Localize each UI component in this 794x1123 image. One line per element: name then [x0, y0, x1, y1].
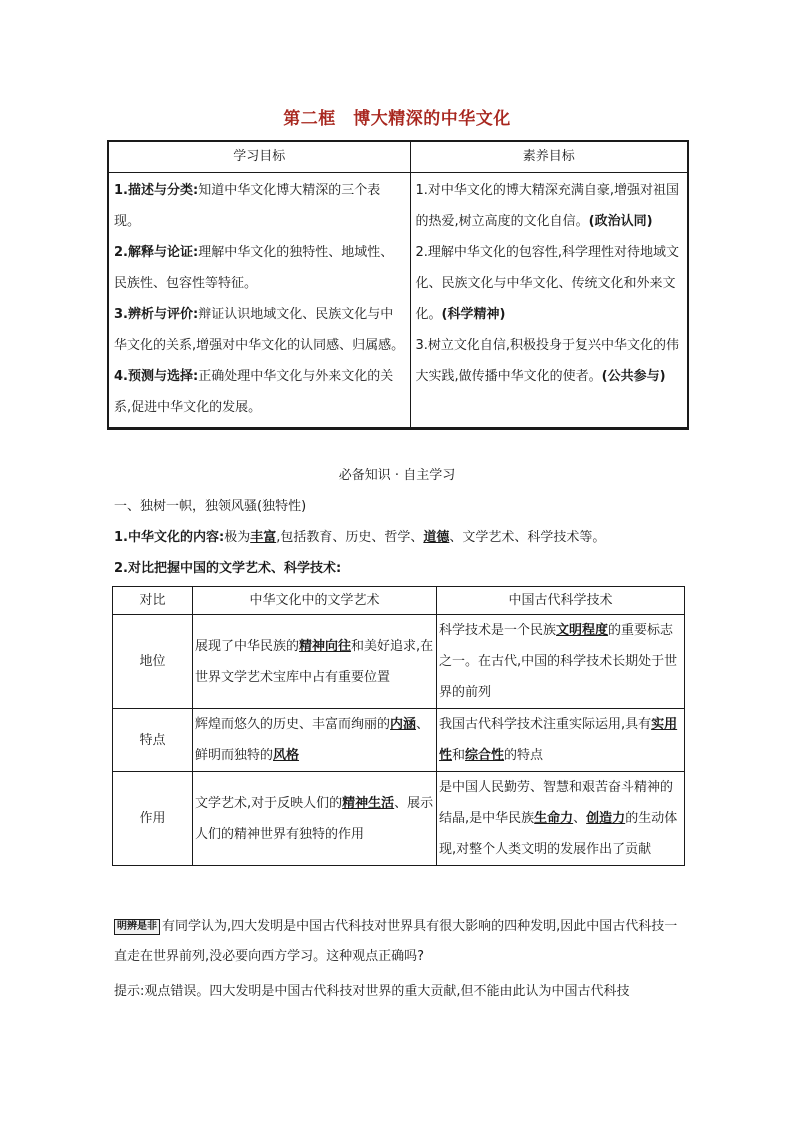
row-label: 作用 [113, 772, 193, 866]
page-title: 第二框 博大精深的中华文化 [283, 109, 511, 129]
competency-goal [416, 175, 683, 237]
learning-goal-text: 辩证认识地域文化、民族文化与中华文化的关系,增强对中华文化的认同感、归属感。 [114, 307, 405, 353]
science-cell: 是中国人民勤劳、智慧和艰苦奋斗精神的结晶,是中华民族生命力、创造力的生动体现,对整个人类文明的发展作出了贡献 [437, 772, 685, 866]
competency-goal [416, 237, 683, 330]
science-cell: 我国古代科学技术注重实际运用,具有实用性和综合性的特点 [437, 709, 685, 772]
discussion-badge: 明辨是非 [114, 919, 160, 935]
competency-goal-text: 3.树立文化自信,积极投身于复兴中华文化的伟大实践,做传播中华文化的使者。 [415, 338, 680, 384]
goals-header-competency: 素养目标 [410, 141, 688, 173]
learning-goal-label: 1.描述与分类: [114, 183, 199, 198]
table-row [113, 772, 685, 866]
learning-goal-label: 2.解释与论证: [114, 245, 199, 260]
learning-goal [114, 237, 405, 299]
competency-goal [416, 330, 683, 392]
goals-header-learning: 学习目标 [108, 141, 410, 173]
point-one-text: 极为 [224, 530, 251, 545]
competency-goal-tag: (科学精神) [441, 307, 506, 322]
keyword: 精神生活 [342, 795, 395, 811]
compare-header: 对比 [113, 587, 193, 615]
competency-goal-text: 2.理解中华文化的包容性,科学理性对待地域文化、民族文化与中华文化、传统文化和外来文化。 [415, 245, 680, 322]
section-title: 必备知识 · 自主学习 [338, 468, 456, 483]
table-row [113, 615, 685, 709]
keyword: 生命力 [534, 811, 574, 826]
keyword: 实用性 [439, 717, 678, 763]
row-label: 特点 [113, 709, 193, 772]
row-label: 地位 [113, 615, 193, 709]
science-cell: 科学技术是一个民族文明程度的重要标志之一。在古代,中国的科学技术长期处于世界的前列 [437, 615, 685, 709]
keyword-rich: 丰富 [250, 530, 277, 545]
keyword: 内涵 [390, 717, 417, 732]
literature-cell: 文学艺术,对于反映人们的精神生活、展示人们的精神世界有独特的作用 [193, 772, 437, 866]
heading-one: 一、独树一帜，独领风骚(独特性) [114, 499, 307, 514]
point-two-text: 2.对比把握中国的文学艺术、科学技术: [114, 561, 342, 576]
discussion-question [114, 912, 684, 972]
learning-goal [114, 175, 405, 237]
competency-goal-tag: (政治认同) [588, 214, 653, 229]
discussion-question-text: 有同学认为,四大发明是中国古代科技对世界具有很大影响的四种发明,因此中国古代科技一直走在世界前列,没必要向西方学习。这种观点正确吗? [114, 919, 678, 964]
learning-goal-text: 正确处理中华文化与外来文化的关系,促进中华文化的发展。 [114, 369, 394, 415]
literature-cell: 辉煌而悠久的历史、丰富而绚丽的内涵、鲜明而独特的风格 [193, 709, 437, 772]
keyword: 文明程度 [556, 623, 609, 638]
keyword: 风格 [273, 748, 300, 763]
literature-cell: 展现了中华民族的精神向往和美好追求,在世界文学艺术宝库中占有重要位置 [193, 615, 437, 709]
competency-goals-cell [410, 173, 688, 429]
compare-header: 中国古代科学技术 [437, 587, 685, 615]
point-one-label: 1.中华文化的内容: [114, 530, 225, 545]
point-one-text: 、文学艺术、科学技术等。 [449, 530, 606, 545]
comparison-table [112, 586, 685, 866]
point-two [114, 557, 341, 576]
point-one [114, 526, 605, 545]
goals-table [107, 140, 689, 430]
keyword-morality: 道德 [423, 530, 450, 545]
learning-goal [114, 299, 405, 361]
learning-goal [114, 361, 405, 423]
table-row [113, 709, 685, 772]
discussion-hint: 提示:观点错误。四大发明是中国古代科技对世界的重大贡献,但不能由此认为中国古代科技 [114, 984, 630, 999]
keyword: 精神向往 [299, 638, 352, 654]
learning-goals-cell [108, 173, 410, 429]
learning-goal-label: 4.预测与选择: [114, 369, 199, 384]
competency-goal-tag: (公共参与) [601, 369, 666, 384]
keyword: 综合性 [465, 748, 505, 763]
keyword: 创造力 [586, 811, 626, 826]
competency-goal-text: 1.对中华文化的博大精深充满自豪,增强对祖国的热爱,树立高度的文化自信。 [415, 183, 680, 229]
point-one-text: ,包括教育、历史、哲学、 [276, 530, 424, 545]
compare-header: 中华文化中的文学艺术 [193, 587, 437, 615]
learning-goal-label: 3.辨析与评价: [114, 307, 199, 322]
learning-goal-text: 知道中华文化博大精深的三个表现。 [114, 183, 381, 229]
learning-goal-text: 理解中华文化的独特性、地域性、民族性、包容性等特征。 [114, 245, 394, 291]
